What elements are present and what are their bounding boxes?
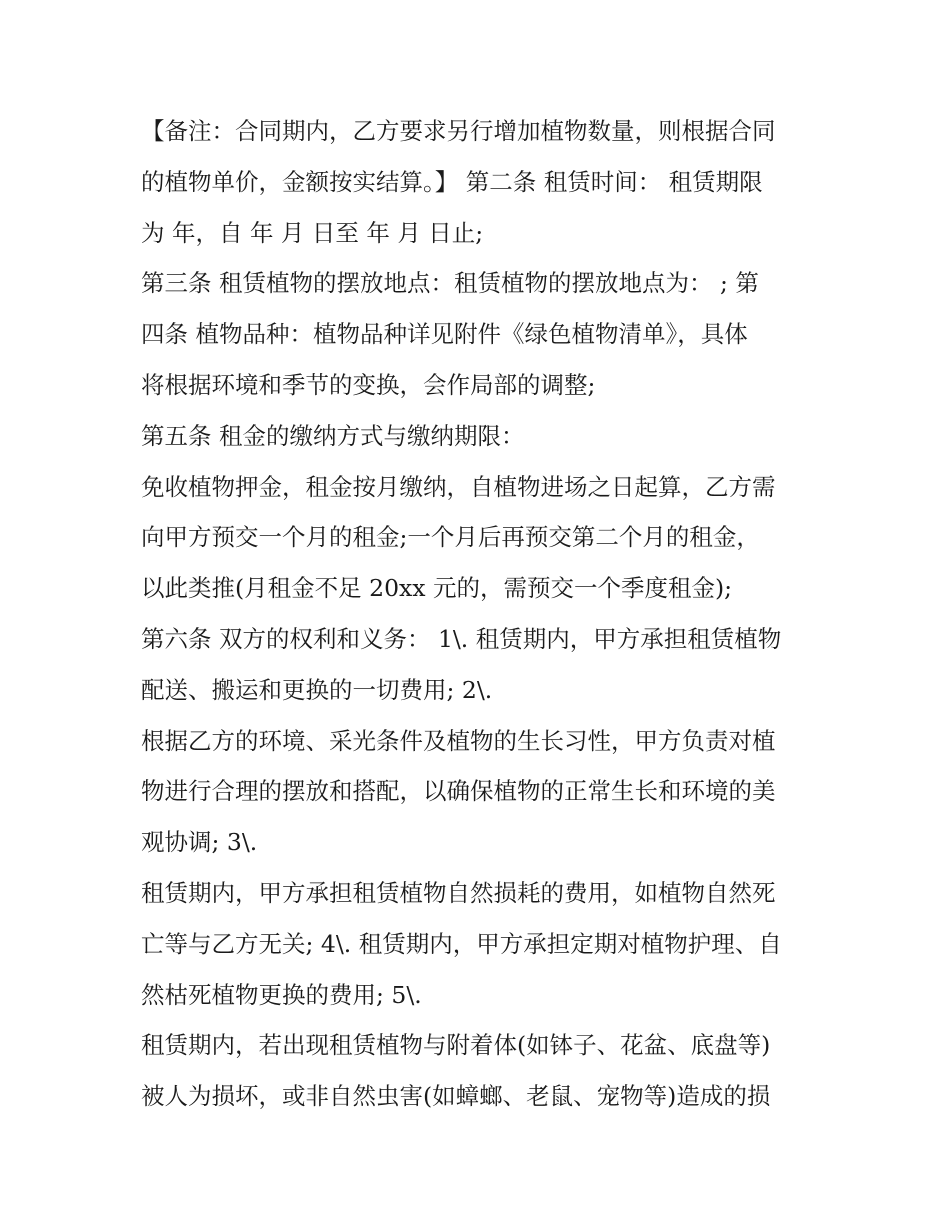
text-line: 免收植物押金，租金按月缴纳，自植物进场之日起算，乙方需 (141, 472, 776, 501)
text-line: 然枯死植物更换的费用; 5\. (141, 980, 422, 1009)
text-line: 亡等与乙方无关; 4\. 租赁期内，甲方承担定期对植物护理、自 (141, 929, 782, 958)
text-line: 第六条 双方的权利和义务： 1\. 租赁期内，甲方承担租赁植物 (141, 624, 782, 653)
text-line: 的植物单价，金额按实结算。】 第二条 租赁时间： 租赁期限 (141, 167, 763, 196)
text-line: 物进行合理的摆放和搭配，以确保植物的正常生长和环境的美 (141, 777, 776, 806)
text-line: 向甲方预交一个月的租金;一个月后再预交第二个月的租金， (141, 523, 760, 552)
text-line: 被人为损坏，或非自然虫害(如蟑螂、老鼠、宠物等)造成的损 (141, 1082, 771, 1111)
text-line: 租赁期内，甲方承担租赁植物自然损耗的费用，如植物自然死 (141, 878, 776, 907)
text-line: 租赁期内，若出现租赁植物与附着体(如钵子、花盆、底盘等) (141, 1031, 771, 1060)
text-line: 为 年，自 年 月 日至 年 月 日止; (141, 218, 484, 247)
document-body (141, 106, 821, 1122)
text-line: 将根据环境和季节的变换，会作局部的调整; (141, 370, 596, 399)
text-line: 观协调; 3\. (141, 828, 258, 857)
text-line: 根据乙方的环境、采光条件及植物的生长习性，甲方负责对植 (141, 726, 776, 755)
text-line: 【备注：合同期内，乙方要求另行增加植物数量，则根据合同 (141, 117, 776, 145)
text-line: 第五条 租金的缴纳方式与缴纳期限： (141, 421, 525, 450)
text-line: 四条 植物品种：植物品种详见附件《绿色植物清单》，具体 (141, 320, 748, 349)
text-line: 第三条 租赁植物的摆放地点：租赁植物的摆放地点为： ; 第 (141, 269, 759, 298)
text-line: 以此类推(月租金不足 20xx 元的，需预交一个季度租金); (141, 574, 733, 603)
text-line: 配送、搬运和更换的一切费用; 2\. (141, 675, 493, 704)
